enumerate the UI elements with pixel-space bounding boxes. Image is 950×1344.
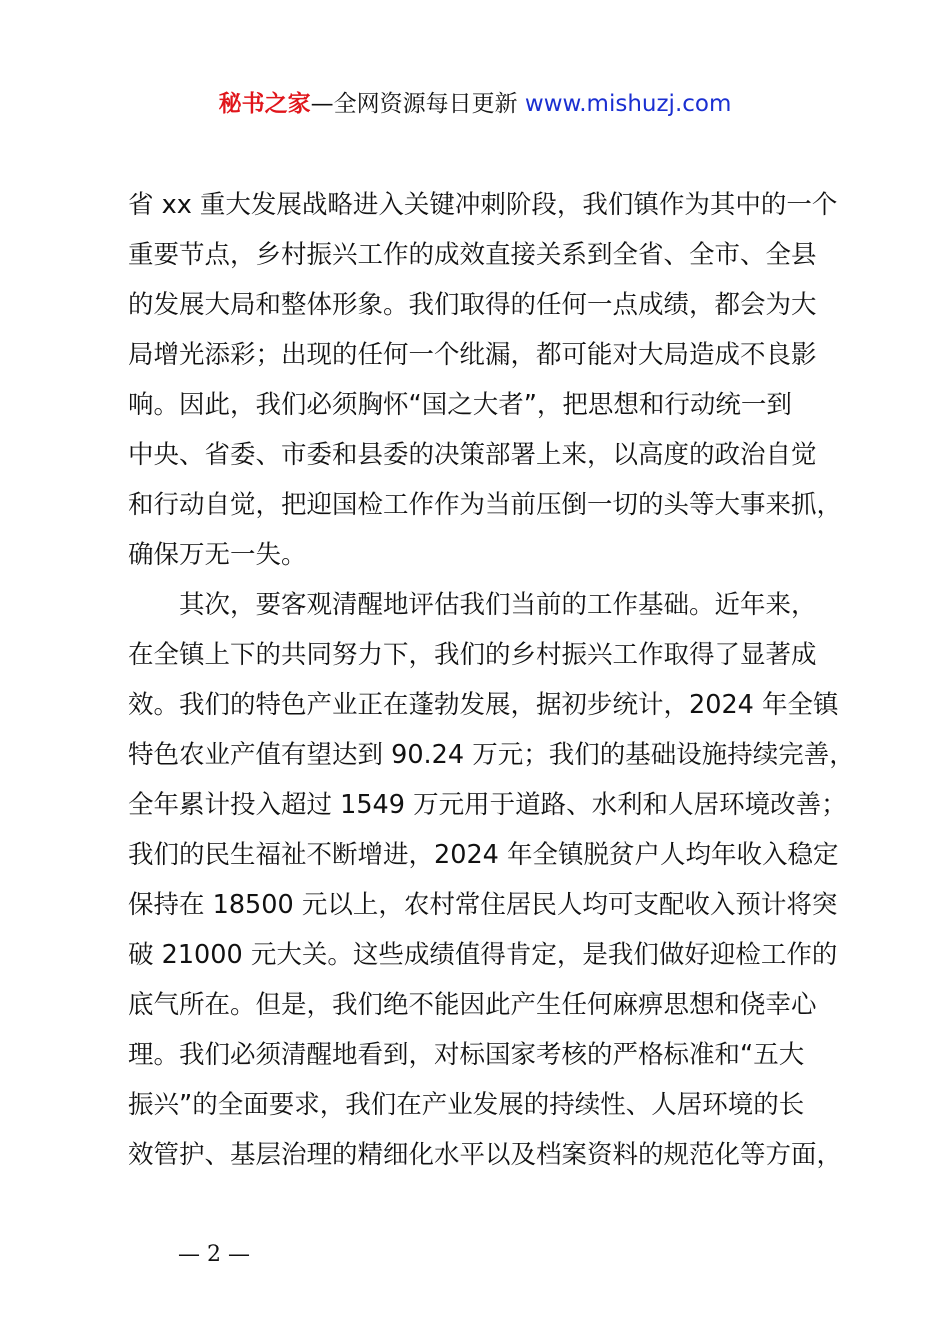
text-line: 和行动自觉，把迎国检工作作为当前压倒一切的头等大事来抓， bbox=[128, 490, 843, 520]
text-line: 效。我们的特色产业正在蓬勃发展，据初步统计，2024 年全镇 bbox=[128, 690, 839, 720]
text-line: 中央、省委、市委和县委的决策部署上来，以高度的政治自觉 bbox=[128, 440, 817, 470]
text-line: 全年累计投入超过 1549 万元用于道路、水利和人居环境改善； bbox=[128, 790, 847, 820]
text-line: 理。我们必须清醒地看到，对标国家考核的严格标准和“五大 bbox=[128, 1040, 805, 1070]
text-line: 底气所在。但是，我们绝不能因此产生任何麻痹思想和侥幸心 bbox=[128, 990, 817, 1020]
brand-name: 秘书之家 bbox=[218, 91, 311, 117]
text-line: 局增光添彩；出现的任何一个纰漏，都可能对大局造成不良影 bbox=[128, 340, 817, 370]
text-line: 特色农业产值有望达到 90.24 万元；我们的基础设施持续完善， bbox=[128, 740, 855, 770]
text-line: 破 21000 元大关。这些成绩值得肯定，是我们做好迎检工作的 bbox=[128, 940, 838, 970]
text-line: 确保万无一失。 bbox=[128, 540, 307, 570]
document-body bbox=[128, 180, 855, 1180]
text-line: 在全镇上下的共同努力下，我们的乡村振兴工作取得了显著成 bbox=[128, 640, 817, 670]
text-line: 效管护、基层治理的精细化水平以及档案资料的规范化等方面， bbox=[128, 1140, 843, 1170]
header-tagline: —全网资源每日更新 bbox=[310, 91, 525, 117]
text-line: 我们的民生福祉不断增进，2024 年全镇脱贫户人均年收入稳定 bbox=[128, 840, 839, 870]
page-number: — 2 — bbox=[178, 1242, 250, 1267]
text-line: 保持在 18500 元以上，农村常住居民人均可支配收入预计将突 bbox=[128, 890, 838, 920]
paragraph-start-line: 其次，要客观清醒地评估我们当前的工作基础。近年来， bbox=[179, 590, 817, 620]
text-line: 响。因此，我们必须胸怀“国之大者”，把思想和行动统一到 bbox=[128, 390, 792, 420]
text-line: 的发展大局和整体形象。我们取得的任何一点成绩，都会为大 bbox=[128, 290, 817, 320]
text-line: 省 xx 重大发展战略进入关键冲刺阶段，我们镇作为其中的一个 bbox=[128, 190, 838, 220]
site-header bbox=[0, 88, 950, 120]
text-line: 重要节点，乡村振兴工作的成效直接关系到全省、全市、全县 bbox=[128, 240, 817, 270]
text-line: 振兴”的全面要求，我们在产业发展的持续性、人居环境的长 bbox=[128, 1090, 805, 1120]
site-url-link[interactable]: www.mishuzj.com bbox=[524, 91, 732, 117]
